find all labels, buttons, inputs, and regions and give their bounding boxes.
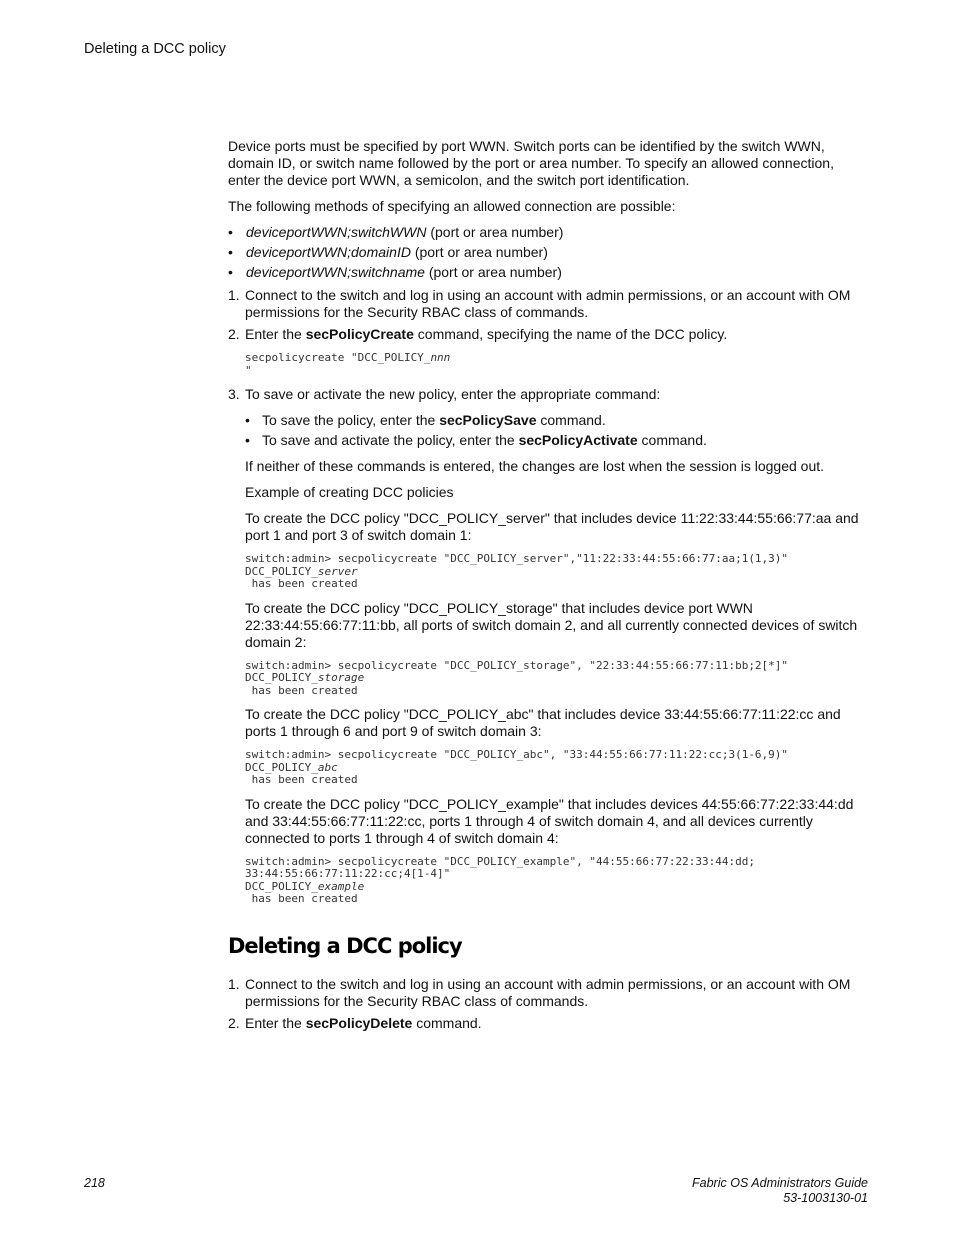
example-title: Example of creating DCC policies bbox=[245, 484, 454, 500]
code-block: switch:admin> secpolicycreate "DCC_POLICY_abc", "33:44:55:66:77:11:22:cc;3(1-6,9)" DCC_POLICY_abc has been created bbox=[245, 748, 789, 786]
page-body bbox=[228, 138, 868, 1037]
delete-step-2: 2. Enter the secPolicyDelete command. bbox=[228, 1014, 482, 1031]
example-1-description: To create the DCC policy "DCC_POLICY_server" that includes device 11:22:33:44:55:66:77:aa and port 1 and port 3 of switch domain 1: bbox=[245, 510, 859, 543]
doc-number: 53-1003130-01 bbox=[783, 1191, 868, 1205]
create-step-2: 2. Enter the secPolicyCreate command, specifying the name of the DCC policy. bbox=[228, 326, 728, 342]
note-paragraph: If neither of these commands is entered, the changes are lost when the session is logged out. bbox=[245, 458, 825, 474]
page-number: 218 bbox=[84, 1176, 105, 1190]
code-block: switch:admin> secpolicycreate "DCC_POLICY_example", "44:55:66:77:22:33:44:dd; 33:44:55:66:77:11:22:cc;4[1-4]" DCC_POLICY_example has been created bbox=[245, 854, 755, 905]
section-heading: Deleting a DCC policy bbox=[228, 933, 462, 958]
list-item: • deviceportWWN;switchname (port or area number) bbox=[228, 264, 868, 281]
methods-intro: The following methods of specifying an allowed connection are possible: bbox=[228, 198, 676, 214]
list-item: • To save the policy, enter the secPolicySave command. bbox=[245, 412, 868, 429]
running-header: Deleting a DCC policy bbox=[84, 41, 226, 57]
example-2-description: To create the DCC policy "DCC_POLICY_storage" that includes device port WWN 22:33:44:55:66:77:11:bb, all ports of switch domain 2, and all currently connected devices of switch domain 2: bbox=[245, 599, 858, 650]
command-name: secPolicyDelete bbox=[305, 1014, 413, 1031]
footer-doc-info bbox=[692, 1176, 868, 1206]
list-item: • deviceportWWN;switchWWN (port or area number) bbox=[228, 224, 868, 241]
delete-step-1: 1. Connect to the switch and log in using an account with admin permissions, or an account with OM permissions for the Security RBAC class of commands. bbox=[228, 975, 851, 1009]
create-step-3: 3. To save or activate the new policy, enter the appropriate command: bbox=[228, 386, 661, 402]
code-block: switch:admin> secpolicycreate "DCC_POLICY_server","11:22:33:44:55:66:77:aa;1(1,3)" DCC_POLICY_server has been created bbox=[245, 552, 789, 590]
methods-list bbox=[228, 224, 868, 281]
code-block: secpolicycreate "DCC_POLICY_nnn " bbox=[245, 351, 451, 377]
example-3-description: To create the DCC policy "DCC_POLICY_abc" that includes device 33:44:55:66:77:11:22:cc and ports 1 through 6 and port 9 of switch domain 3: bbox=[245, 706, 841, 739]
example-4-description: To create the DCC policy "DCC_POLICY_example" that includes devices 44:55:66:77:22:33:44:dd and 33:44:55:66:77:11:22:cc, ports 1 through 4 of switch domain 4, and all devices currently connected to ports 1 through 4 of switch domain 4: bbox=[245, 795, 854, 846]
code-block: switch:admin> secpolicycreate "DCC_POLICY_storage", "22:33:44:55:66:77:11:bb;2[*]" DCC_POLICY_storage has been created bbox=[245, 658, 789, 697]
create-step-1: 1. Connect to the switch and log in using an account with admin permissions, or an account with OM permissions for the Security RBAC class of commands. bbox=[228, 287, 851, 320]
save-options-list bbox=[245, 412, 868, 449]
command-name: secPolicyCreate bbox=[305, 326, 414, 342]
list-item: • deviceportWWN;domainID (port or area number) bbox=[228, 244, 868, 261]
intro-paragraph: Device ports must be specified by port WWN. Switch ports can be identified by the switch WWN, domain ID, or switch name followed by the port or area number. To specify an allowed connection, enter the device port WWN, a semicolon, and the switch port identification. bbox=[228, 138, 834, 188]
guide-title: Fabric OS Administrators Guide bbox=[692, 1176, 868, 1190]
list-item: • To save and activate the policy, enter the secPolicyActivate command. bbox=[245, 432, 868, 449]
